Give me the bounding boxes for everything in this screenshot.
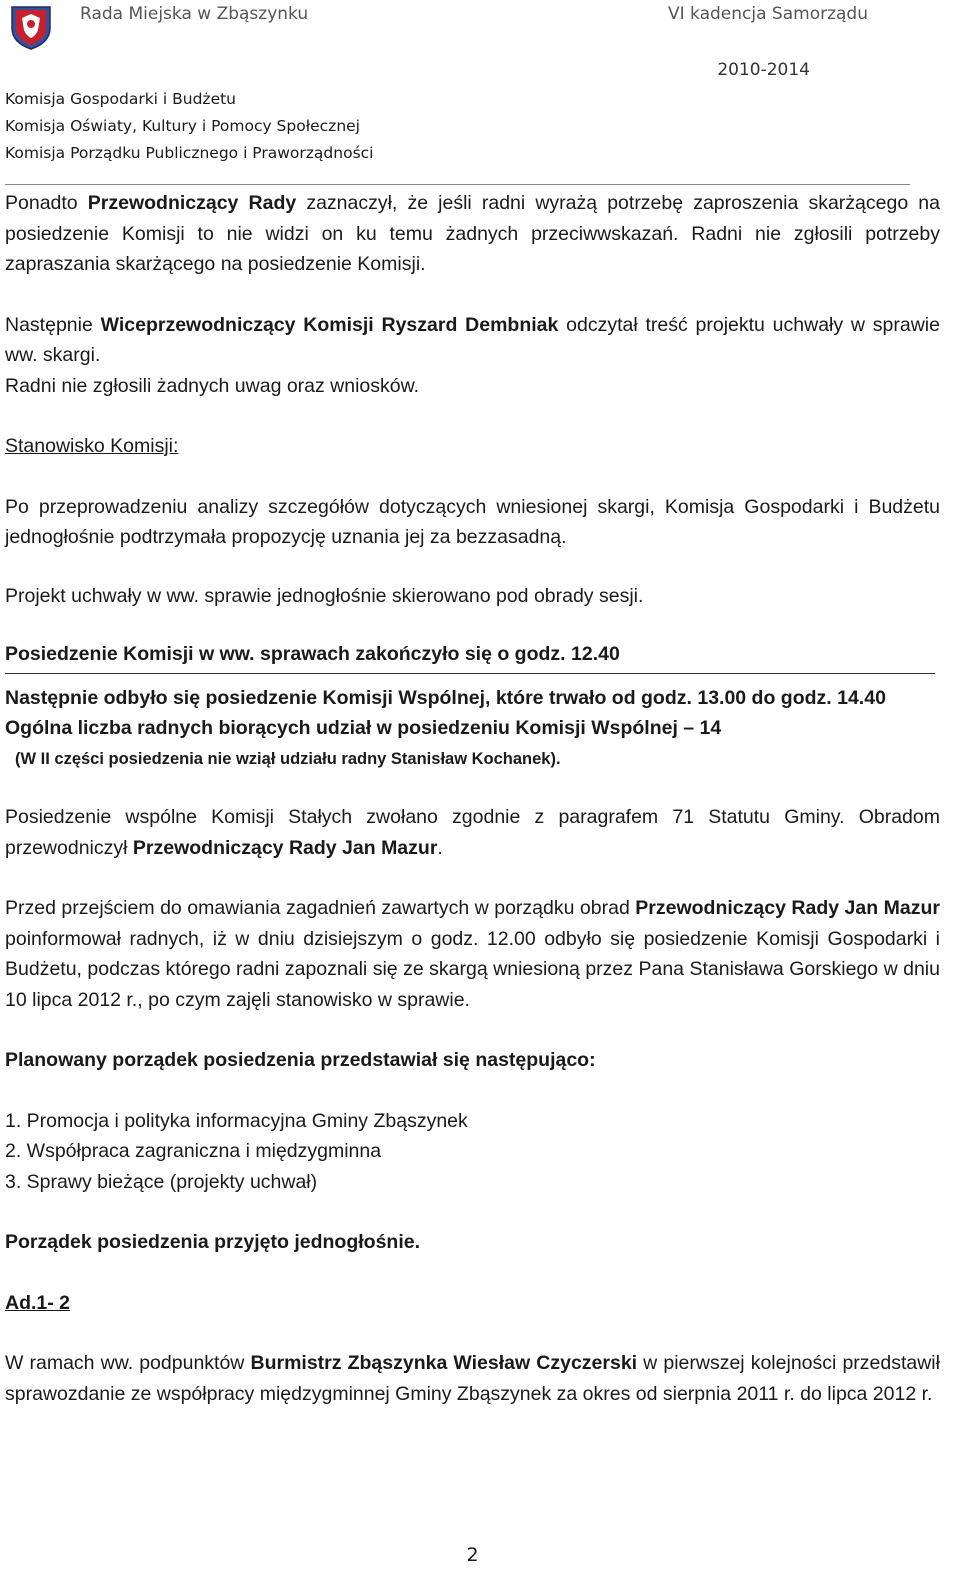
section-heading-ad: Ad.1- 2 [5,1291,71,1314]
paragraph-analysis: Po przeprowadzeniu analizy szczegółów dotyczących wniesionej skargi, Komisja Gospodarki i Budżetu jednogłośnie podtrzymała propozycję uznania jej za bezzasadną. [5,495,940,548]
term-years: 2010-2014 [717,60,810,80]
paragraph-absence-note: (W II części posiedzenia nie wziął udziału radny Stanisław Kochanek). [15,749,561,768]
header-divider [5,184,910,185]
paragraph-draft-reading: Następnie Wiceprzewodniczący Komisji Ryszard Dembniak odczytał treść projektu uchwały w sprawie ww. skargi. [5,313,940,366]
commission-list [5,86,373,167]
commission-item: Komisja Gospodarki i Budżetu [5,90,237,108]
section-divider [5,673,935,674]
agenda-item: 3. Sprawy bieżące (projekty uchwał) [5,1170,318,1193]
paragraph-mayor-report: W ramach ww. podpunktów Burmistrz Zbąszynka Wiesław Czyczerski w pierwszej kolejności przedstawił sprawozdanie ze współpracy międzygminnej Gminy Zbąszynek za okres od sierpnia 2011 r. do lipca 2012 r. [5,1352,940,1405]
page-header [0,0,960,195]
paragraph-agenda-accepted: Porządek posiedzenia przyjęto jednogłośnie. [5,1231,421,1253]
paragraph-chairman-note: Ponadto Przewodniczący Rady zaznaczył, że jeśli radni wyrażą potrzebę zaproszenia skarżącego na posiedzenie Komisji to nie widzi on ku temu żadnych przeciwwskazań. Radni nie zgłosili potrzeby zapraszania skarżącego na posiedzenie Komisji. [5,192,940,275]
council-name: Rada Miejska w Zbąszynku [80,4,309,24]
commission-item: Komisja Oświaty, Kultury i Pomocy Społecznej [5,117,360,135]
paragraph-councillor-count: Ogólna liczba radnych biorących udział w posiedzeniu Komisji Wspólnej – 14 [5,717,722,739]
commission-item: Komisja Porządku Publicznego i Praworządności [5,144,374,162]
paragraph-meeting-end: Posiedzenie Komisji w ww. sprawach zakończyło się o godz. 12.40 [5,643,620,665]
paragraph-draft-referral: Projekt uchwały w ww. sprawie jednogłośnie skierowano pod obrady sesji. [5,584,644,607]
agenda-item: 2. Współpraca zagraniczna i międzygminna [5,1140,382,1162]
term-label: VI kadencja Samorządu [668,4,868,24]
agenda-heading: Planowany porządek posiedzenia przedstawiał się następująco: [5,1049,596,1071]
document-body [5,188,940,1409]
paragraph-no-remarks: Radni nie zgłosili żadnych uwag oraz wniosków. [5,374,420,397]
paragraph-joint-convened: Posiedzenie wspólne Komisji Stałych zwołano zgodnie z paragrafem 71 Statutu Gminy. Obradom przewodniczył Przewodniczący Rady Jan Mazur. [5,806,940,859]
paragraph-chairman-info: Przed przejściem do omawiania zagadnień zawartych w porządku obrad Przewodniczący Rady Jan Mazur poinformował radnych, iż w dniu dzisiejszym o godz. 12.00 odbyło się posiedzenie Komisji Gospodarki i Budżetu, podczas którego radni zapoznali się ze skargą wniesioną przez Pana Stanisława Gorskiego w dniu 10 lipca 2012 r., po czym zajęli stanowisko w sprawie. [5,897,940,1011]
agenda-item: 1. Promocja i polityka informacyjna Gminy Zbąszynek [5,1109,468,1132]
coat-of-arms-icon [8,4,54,50]
paragraph-joint-meeting: Następnie odbyło się posiedzenie Komisji Wspólnej, które trwało od godz. 13.00 do godz. 14.40 [5,686,886,709]
section-heading-position: Stanowisko Komisji: [5,435,179,457]
page-number: 2 [466,1544,479,1566]
